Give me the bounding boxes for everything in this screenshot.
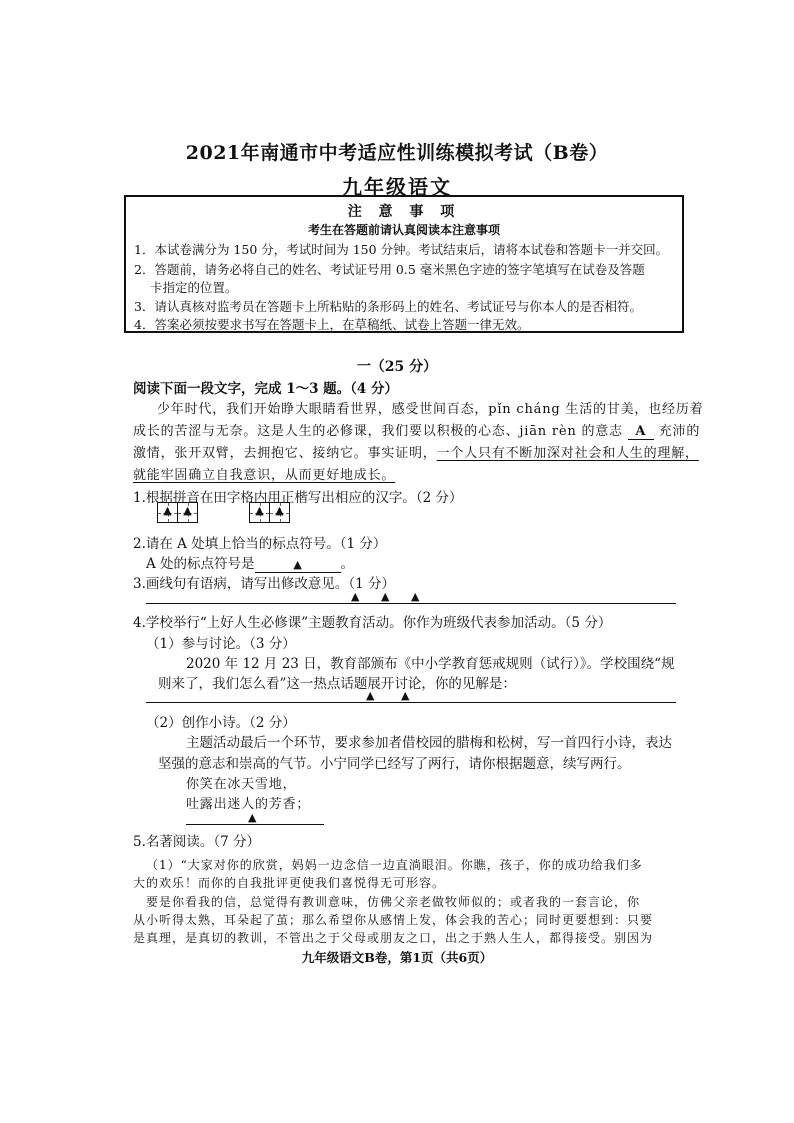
passage-line-2-end: 充沛的 [658,424,701,439]
answer-marker: ▲ [293,558,302,571]
q5-text-line-3: 要是你看我的信，总觉得有教训意味，仿佛父亲老做牧师似的；或者我的一套言论，你 [146,895,641,909]
q5-text-line-5: 是真理，是真切的教训，不管出之于父母或朋友之口，出之于熟人生人，都得接受。别因为 [133,931,654,945]
blank-a: A [628,424,654,440]
passage-line-2 [133,420,700,440]
answer-marker: ▲ [401,689,410,702]
notice-item-2-cont: 卡指定的位置。 [150,280,238,295]
question-4-1: （1）参与讨论。（3 分） [146,636,296,652]
section-heading: 一（25 分） [356,359,438,375]
answer-blank-q2[interactable] [255,556,341,573]
notice-box [124,195,684,333]
question-2-answer-line [146,552,354,573]
question-2: 2.请在 A 处填上恰当的标点符号。（1 分） [133,536,387,552]
answer-line-q3[interactable] [146,603,676,604]
passage-line-3 [133,442,699,461]
question-1: 1.根据拼音在田字格内用正楷写出相应的汉字。（2 分） [133,490,463,506]
answer-line-q4-1[interactable] [146,702,676,703]
answer-line-poem[interactable] [186,824,324,825]
underlined-sentence-part-1: 一个人只有不断加深对社会和人生的理解， [436,446,699,461]
answer-marker: ▲ [411,590,420,603]
answer-marker: ▲ [248,811,257,824]
question-2-answer-prefix: A 处的标点符号是 [146,556,255,572]
q5-text-line-1: （1）“大家对你的欣赏，妈妈一边念信一边直淌眼泪。你瞧，孩子，你的成功给我们多 [146,858,643,872]
tianzige-box-4[interactable]: ▲ [269,502,290,523]
question-4-2: （2）创作小诗。（2 分） [146,715,296,731]
question-4-2-text-1: 主题活动最后一个环节，要求参加者借校园的腊梅和松树，写一首四行小诗，表达 [186,735,672,751]
subject-title: 九年级语文 [342,175,452,199]
answer-marker: ▲ [381,590,390,603]
tianzige-box-3[interactable]: ▲ [249,502,270,523]
question-3: 3.画线句有语病，请写出修改意见。（1 分） [133,576,396,592]
notice-item-2: 2．答题前，请务必将自己的姓名、考试证号用 0.5 毫米黑色字迹的签字笔填写在试卷及答题 [134,262,645,277]
question-4-1-text-2: 则来了，我们怎么看”这一热点话题展开讨论，你的见解是： [158,676,516,692]
question-5: 5.名著阅读。（7 分） [133,834,261,850]
tianzige-box-2[interactable]: ▲ [177,502,198,523]
reading-instruction: 阅读下面一段文字，完成 1～3 题。（4 分） [133,381,399,397]
question-2-answer-suffix: 。 [340,556,355,572]
poem-line-2: 吐露出迷人的芳香； [186,797,311,812]
notice-item-3: 3．请认真核对监考员在答题卡上所粘贴的条形码上的姓名、考试证号与你本人的是否相符。 [134,299,642,314]
question-4-1-text-1: 2020 年 12 月 23 日，教育部颁布《中小学教育惩戒规则（试行）》。学校围绕“规 [186,656,675,672]
question-4-2-text-2: 坚强的意志和崇高的气节。小宁同学已经写了两行，请你根据题意，续写两行。 [158,756,631,772]
answer-marker: ▲ [351,590,360,603]
underlined-sentence-part-2: 就能牢固确立自我意识，从而更好地成长。 [133,468,396,483]
notice-subheading: 考生在答题前请认真阅读本注意事项 [307,223,500,237]
question-4: 4.学校举行“上好人生必修课”主题教育活动。你作为班级代表参加活动。（5 分） [133,615,612,631]
notice-item-1: 1．本试卷满分为 150 分，考试时间为 150 分钟。考试结束后，请将本试卷和答题卡一并交回。 [134,242,669,257]
tianzige-box-1[interactable]: ▲ [157,502,178,523]
passage-line-2-text: 成长的苦涩与无奈。这是人生的必修课，我们要以积极的心态、jiān rèn 的意志 [133,424,623,439]
notice-heading: 注 意 事 项 [347,204,461,220]
poem-line-1: 你笑在冰天雪地， [186,777,297,792]
q5-text-line-4: 从小听得太熟，耳朵起了茧；那么希望你从感情上发，体会我的苦心；同时更要想到：只要 [133,913,654,927]
passage-line-3-text: 激情，张开双臂，去拥抱它、接纳它。事实证明， [133,446,437,461]
answer-marker: ▲ [366,689,375,702]
notice-item-4: 4．答案必须按要求书写在答题卡上，在草稿纸、试卷上答题一律无效。 [134,317,530,332]
passage-line-1: 少年时代，我们开始睁大眼睛看世界，感受世间百态，pǐn cháng 生活的甘美，也经历着 [157,402,704,417]
q5-text-line-2: 大的欢乐！而你的自我批评更使我们喜悦得无可形容。 [133,876,446,890]
exam-title: 2021年南通市中考适应性训练模拟考试（B卷） [185,142,609,164]
page-footer: 九年级语文B卷，第1页（共6页） [301,950,493,965]
